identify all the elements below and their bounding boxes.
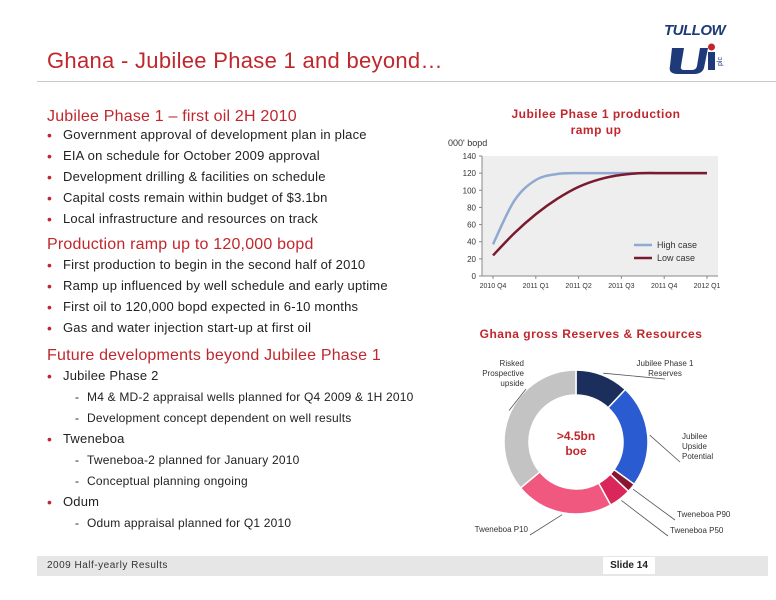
x-tick-label: 2012 Q1 xyxy=(693,283,721,290)
tullow-logo xyxy=(664,22,734,74)
bullet-list-production-ramp xyxy=(47,256,388,340)
list-item: - Conceptual planning ongoing xyxy=(47,472,414,493)
slice-label: Tweneboa P50 xyxy=(670,526,724,535)
donut-center-label: boe xyxy=(565,444,587,458)
donut-center-label: >4.5bn xyxy=(556,429,596,443)
list-item: • First production to begin in the second half of 2010 xyxy=(47,256,388,277)
footer-title: 2009 Half-yearly Results xyxy=(47,560,168,571)
donut-chart xyxy=(440,346,770,546)
donut-chart-title: Ghana gross Reserves & Resources xyxy=(479,327,703,341)
section-heading-production-ramp: Production ramp up to 120,000 bopd xyxy=(47,236,314,253)
list-item: - Tweneboa-2 planned for January 2010 xyxy=(47,451,414,472)
line-chart xyxy=(440,136,740,296)
leader-line xyxy=(650,435,680,462)
logo-plc: plc xyxy=(717,57,724,66)
list-item: • First oil to 120,000 bopd expected in 6-10 months xyxy=(47,298,388,319)
y-tick-label: 140 xyxy=(462,152,476,161)
title-divider xyxy=(37,81,776,82)
list-item: • EIA on schedule for October 2009 approval xyxy=(47,147,367,168)
leader-line xyxy=(530,515,562,535)
bullet-list-future-developments xyxy=(47,367,414,535)
slice-label: Tweneboa P90 xyxy=(677,510,731,519)
x-tick-label: 2011 Q4 xyxy=(651,283,678,290)
logo-wordmark: TULLOW xyxy=(664,22,726,39)
slice-label: Tweneboa P10 xyxy=(474,525,528,534)
y-tick-label: 60 xyxy=(467,220,476,230)
slice-label: Jubilee Upside Potential xyxy=(682,432,714,461)
line-chart-title: Jubilee Phase 1 production ramp up xyxy=(511,107,681,137)
list-item: - Development concept dependent on well results xyxy=(47,409,414,430)
x-tick-label: 2011 Q3 xyxy=(608,283,635,290)
y-tick-label: 20 xyxy=(467,254,476,264)
y-tick-label: 100 xyxy=(462,186,476,196)
list-item: • Local infrastructure and resources on track xyxy=(47,210,367,231)
slide-number: Slide 14 xyxy=(603,557,655,574)
list-item: • Gas and water injection start-up at first oil xyxy=(47,319,388,340)
list-item: • Ramp up influenced by well schedule and early uptime xyxy=(47,277,388,298)
list-item: • Capital costs remain within budget of $3.1bn xyxy=(47,189,367,210)
section-heading-future-developments: Future developments beyond Jubilee Phase 1 xyxy=(47,347,381,364)
page-title: Ghana - Jubilee Phase 1 and beyond… xyxy=(47,48,443,73)
list-item: • Development drilling & facilities on schedule xyxy=(47,168,367,189)
y-tick-label: 40 xyxy=(467,237,476,247)
slice-label: Risked Prospective upside xyxy=(482,359,524,388)
y-tick-label: 80 xyxy=(467,203,476,213)
leader-line xyxy=(633,489,675,520)
legend-label: High case xyxy=(657,240,698,250)
tullow-logo-icon xyxy=(664,22,734,74)
legend-label: Low case xyxy=(657,253,696,263)
x-tick-label: 2010 Q4 xyxy=(479,283,507,290)
x-tick-label: 2011 Q2 xyxy=(565,283,592,290)
list-item: - M4 & MD-2 appraisal wells planned for Q4 2009 & 1H 2010 xyxy=(47,388,414,409)
y-axis-label: 000' bopd xyxy=(448,138,488,148)
list-item: • Government approval of development plan in place xyxy=(47,126,367,147)
list-item: • Jubilee Phase 2 xyxy=(47,367,414,388)
list-item: • Tweneboa xyxy=(47,430,414,451)
bullet-list-jubilee-phase-1 xyxy=(47,126,367,231)
list-item: - Odum appraisal planned for Q1 2010 xyxy=(47,514,414,535)
y-tick-label: 0 xyxy=(471,272,476,281)
slice-label: Jubilee Phase 1 Reserves xyxy=(636,359,694,378)
x-tick-label: 2011 Q1 xyxy=(522,283,549,290)
donut-slice xyxy=(521,472,611,514)
y-tick-label: 120 xyxy=(462,169,476,179)
list-item: • Odum xyxy=(47,493,414,514)
leader-line xyxy=(621,500,668,536)
section-heading-jubilee-phase-1: Jubilee Phase 1 – first oil 2H 2010 xyxy=(47,108,297,125)
